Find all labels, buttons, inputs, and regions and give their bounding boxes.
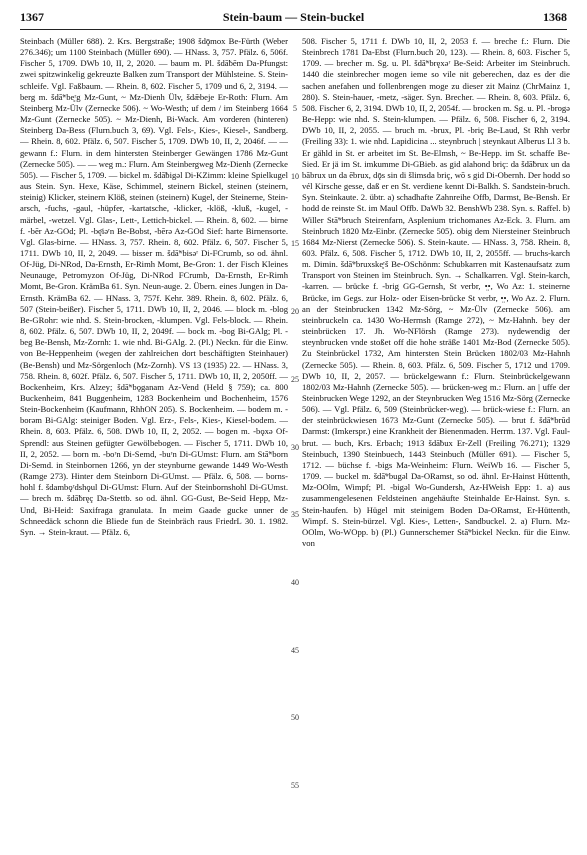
left-column-text: Steinbach (Müller 688). 2. Krs. Bergstraße; 1908 šdǭmox Be-Fürth (Weber 276.346); um 1100 Steinbach (Müller 690). — HNass. 3, 757. Pfälz. 6, 506f. Fischer 5, 1709. DWb 10, II, 2, 2020. — baum m. Pl. šdā̃bēm Da-Pfungst: zwei spitzwinkelig gekreuzte Balken zum Transport der Mühlsteine. S. Stein-schleife. Vgl. Faßbaum. — Rhein. 8, 602. Fischer 5, 1709 und 6, 2, 3194. — berg m. šdā̃ʷbe̥ʳg Mz-Gunt, ~ Mz-Dienh Ülv, šdǣbeje Er-Roth: Flurn. Am Steinberg Mz-Ülv (Zernecke 506). ~ Wo-Westh; uf dem / im Steinberg 1664 Mz-Gunt (Zernecke 505). ~ Mz-Dienh, Bi-Wack. Am vorderen (hinteren) Steinberg Da-Bess (Flurn.buch 3, 69). Vgl. Fels-, Kies-, Kiesel-, Sandberg. — Rhein. 8, 602. Pfälz. 6, 507. Fischer 5, 1709. DWb 10, II, 2, 2046f. — — gewann f.: Flurn. in dem hintersten Steinberger Gewängen 1786 Mz-Gunt (Zernecke 505). — — weg m.: Flurn. Am Steinbergweg Mz-Dienh (Zernecke 505). — Fischer 5, 1709. — bickel m. šdā̃bigəl Di-KZimm: kleine Spielkugel aus Stein. Syn. Hexe, Käse, Schimmel, steinern Bickel, steinen (steinern, steinig) Klicker, steinern Klöß, steinen (steinern) Kugel, der Steinerne, Stein-arsch, -fuchs, -gaul, -hüpfer, -kartatsche, -klicker, -klöß, -kluß, -kugel, -märbel, -wetzel. Vgl. Glas-, Lett-, Lettich-bickel. — Rhein. 8, 602. — birne f. -bēr Az-GOd; Pl. -bę̄iəʳn Be-Bobst, -bērə Az-GOd Sief: harte Birnensorte. Vgl. Glas-birne. — HNass. 3, 757. Rhein. 8, 602. Pfälz. 6, 507. Fischer 5, 1711. DWb 10, II, 2, 2049. — bisser m. šdā̃ʷbisəʳ Di-FCrumb, so od. ähnl. Of-Jüg, Di-NRod, Da-Ernsth, Er-Rimh Momt, Be-Gron: 1. der Fisch Kleines Neunauge, Petromyzon Of-Jüg, Di-NRod FCrumb, Da-Ernsth, Er-Rimh Momt, Be-Gron. KrämBa 61. Syn. Neun-auge. 2. Übern. eines Jungen in Da-Ernsth. KrämBa 62. — HNass. 3, 757f. Kehr. 389. Rhein. 8, 602. Pfälz. 6, 507 (Stein-beißer). Fischer 5, 1711. DWb 10, II, 2, 2046. — block m. -blog Be-GRohr: wie nhd. S. Stein-brocken, -klumpen. Vgl. Fels-block. — Rhein. 8, 602. Pfälz. 6, 507. DWb 10, II, 2, 2049f. — bock m. -bog Bi-GAlg; Pl. -beg Be-Bensh, Mz-Zornh: 1. wie nhd. Bi-GAlg. 2. (Pl.) Neckn. für die Einw. von Be-Heppenheim (wegen der zahlreichen dort beschäftigten Steinhauer) (Be-Bensh) und Mz-Sörgenloch (Mz-Zornh). VS 13 (1935) 22. — HNass. 3, 758. Rhein. 8, 602f. Pfälz. 6, 507. Fischer 5, 1711. DWb 10, II, 2, 2050ff. — Bockenheim, Krs. Alzey; šdā̃ʷbǫganam Az-Vend (Held § 759); ca. 800 Buckenheim, 841 Buggenheim, 1283 Bockenheim und Bochenheim, 1576 Stein-Bockenheim (Kaufmann, RhhON 205). S. Bockenheim. — bodem m. -borəm Bi-GAlg: steiniger Boden. Vgl. Erz-, Fels-, Kies-, Kiesel-bodem. — Rhein. 8, 603. Pfälz. 6, 508. DWb 10, II, 2, 2052. — bogen m. -bǫxə Of-Sprendl: aus Steinen gefügter Gewölbebogen. — Fischer 5, 1711. DWb 10, II, 2, 2052. — born m. -boʳn Di-Semd, -buʳn Di-GUmst: Flurn. am Stā̃ʷborn Di-Semd. in Steinbornen 1266, yn der steynburne gewande 1449 Wo-Westh (Ramge 273). Hinter dem Steinborn Di-GUmst. — Pfälz. 6, 508. — borns-hohl f. šdambǫʳdshǫul Di-GUmst: Flurn. Auf der Steinbornshohl Di-GUmst. — brech m. šdā̃bręç Da-Stettb. so od. ähnl. GG-Gust, Be-Seid Hepp, Mz-Und, Bi-Heid: Saxifraga granulata. In meim Gaade gucke unner de Schneedäck schonn die Bliede fun de Steinbräch raus FriedrL 30. 1. 1982. Syn. → Stein-kraut. — Pfälz. 6, xyxy=(20,36,288,537)
header-rule xyxy=(20,29,567,30)
margin-number: 10 xyxy=(291,172,299,181)
margin-number: 40 xyxy=(291,578,299,587)
running-title: Stein-baum — Stein-buckel xyxy=(222,10,365,24)
left-column xyxy=(20,36,288,845)
margin-number: 25 xyxy=(291,375,299,384)
running-header xyxy=(20,10,567,28)
margin-number: 50 xyxy=(291,713,299,722)
page-number-right: 1368 xyxy=(543,10,567,24)
margin-number: 15 xyxy=(291,239,299,248)
margin-number: 35 xyxy=(291,510,299,519)
margin-number: 45 xyxy=(291,646,299,655)
right-column-text: 508. Fischer 5, 1711 f. DWb 10, II, 2, 2053 f. — breche f.: Flurn. Die Steinbrech 1781 Da-Ebst (Flurn.buch 20, 123). — Rhein. 8, 603. Fischer 5, 1709. — brecher m. Sg. u. Pl. šdā̃ʷbręxəʳ Be-Seid: Arbeiter im Steinbruch. 1440 die steinbrecher mogen ieme so vile nit geberechen, daz es der die sachen anefahen und follenbrengen moge zu dieser zit Mainz (ChrMainz 1, 280). S. Stein-hauer, -metz, -säger. Syn. Brecher. — Rhein. 8, 603. Pfälz. 6, 508. Fischer 6, 2, 3194. DWb 10, II, 2, 2054f. — brocken m. Sg. u. Pl. -brogə Be-Hepp: wie nhd. S. Stein-klumpen. — Pfälz. 6, 508. Fischer 6, 2, 3194. DWb 10, II, 2, 2055. — bruch m. -brux, Pl. -briç Be-Laud, St Rhh verbr (Freiling 33): 1. wie nhd. Lapidicina ... steynbruch | steynkaut Alberus Ll 3 b. Er gähld in St. er arbeitet im St. Be-Elmsh, ~ Be-Hepp. im St. schaffe Be-Sied. Er jä im St. imkumme Di-GBieb. as gid alahond briç: da šdā̃brux un da bābrux un da ēbrux, dǭs sin di šlimsda briç, wō s gid Di-Obernh. Der hodd so vél Kirsche gesse, daß er en St. verdiene kennt Di-Balkh. S. Sandstein-bruch. Syn. Steinkaute. 2. übtr. a) schadhafte Zahnreihe Offb, Darmst, Be-Bensh. Er hodd de reinste St. im Maul Offb. DaWb 32. BenshWb 238. Syn. s. Raffel. b) Willer Stā̃ʷbruch Steirenfarn, Asplenium trichomanes Az-Eck. 3. Flurn. am Steinbruch 1820 Mz-Einbr. (Zernecke 505). obig dem Niersteiner Steinbruch 1684 Mz-Nierst (Zernecke 506). S. Stein-kaute. — HNass. 3, 758. Rhein. 8, 603. Pfälz. 6, 508. Fischer 5, 1712. DWb 10, II, 2, 2055ff. — bruchs-karch m. Dimin. šdā̃ʷbruxske̥ʳš Be-OSchönm: Schubkarren mit Kastenaufsatz zum Transport von Steinen im Steinbruch. Syn. → Schalkarren. Vgl. Stein-karch, -karren. — brücke f. -brig GG-Gernsh, St verbr, •̤•, Wo Az: 1. steinerne Brücke, im Gegs. zur Holz- oder Eisen-brücke St verbr, •̤•, Wo Az. 2. Flurn. an der Steinbrucken 1342 Mz-Sörg, ~ Mz-Ülv (Zernecke 506). am steinbruckeln ca. 1430 Wo-Herrnsh (Ramge 272), ~ Mz-Hahnh. bey der steinbrücken 17. Jh. Wo-NFlörsh (Ramge 273). nydewendig der steynbrucken vnde stoßet off die hohe sträße 1401 Mz-Bod (Zernecke 505). Zu Steinbrückel 1732, Am hintersten Stein Brücken 1802/03 Mz-Hahnh (Zernecke 505). — Rhein. 8, 603. Pfälz. 6, 509. Fischer 5, 1712 und 1709. DWb 10, II, 2, 2057. — brückelgewann f.: Flurn. Steinbrückelgewann 1802/03 Mz-Hahnh (Zernecke 505). — brücken-weg m.: Flurn. an | uffe der Steinbrucken Wege 1292, an der Steynbrucken Weg 1516 Mz-Sörg (Zernecke 506). — Vgl. Pfälz. 6, 509 (Steinbrücker-weg). — brück-wiese f.: Flurn. an der steinbrückwiesen 1673 Mz-Gunt (Zernecke 505). — brut f. šdā̃ʷbrūd Darmst: (Imkerspr.) eine Krankheit der Bienenmaden. Herrm. 137. Vgl. Faul-brut. — buch, Krs. Erbach; 1913 šdā̃bux Er-Zell (Freiling 76.271); 1329 Steinbuch, 1390 Steinbuech, 1443 Steinbuch (Müller 691). — Fischer 5, 1712. — büchse f. -bigs Ma-Weinheim: Flurn. WeiWb 16. — Fischer 5, 1709. — buckel m. šdā̃ʷbugəl Da-ORamst, so od. ähnl. Er-Hainst Hüttenth, Mz-OOlm, Wimpf; Pl. -bigəl Wo-Gundersh, Az-HWeish Epp: 1. a) aus zusammengelesenen Feldsteinen angehäufte Steinhalde Er-Hainst. Syn. s. Stein-haufen. b) Hügel mit steinigem Boden Da-ORamst, Er-Hüttenth, Wimpf. S. Stein-bürzel. Vgl. Kies-, Letten-, Sandbuckel. 2. a) Flurn. Mz-OOlm, Wo-WOpp. b) (Pl.) Gunnerschemer Stā̃ʷbickel Neckn. für die Einw. von xyxy=(302,36,570,549)
margin-number: 20 xyxy=(291,307,299,316)
margin-number: 30 xyxy=(291,443,299,452)
page-number-left: 1367 xyxy=(20,10,44,24)
margin-number: 5 xyxy=(293,104,297,113)
margin-number: 55 xyxy=(291,781,299,790)
right-column xyxy=(302,36,570,845)
